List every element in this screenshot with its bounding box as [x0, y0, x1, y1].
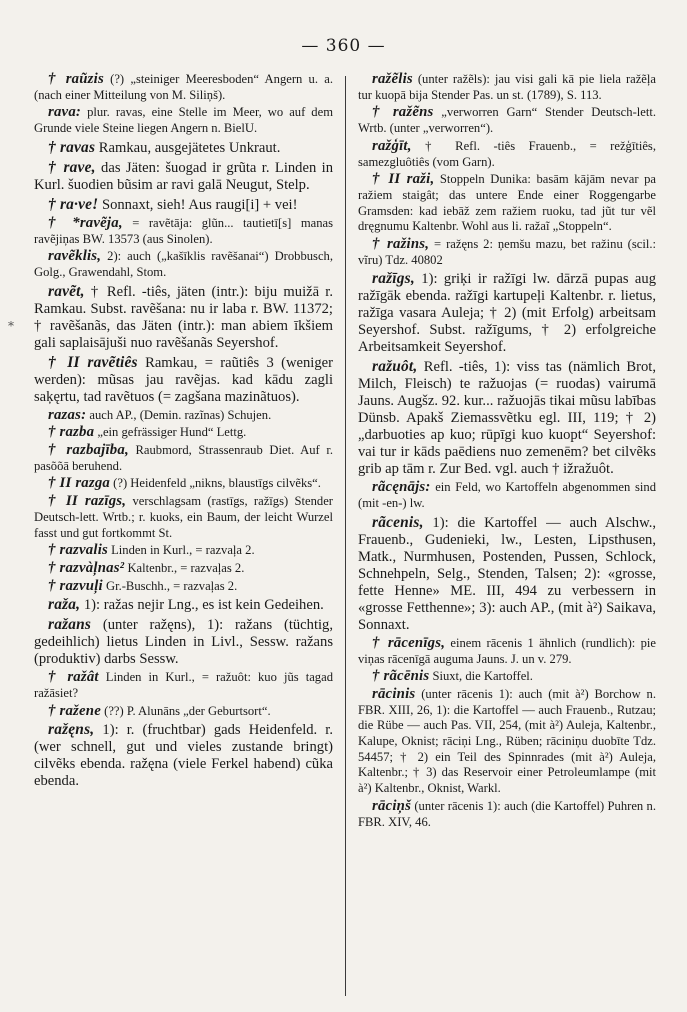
entry-body: 1): die Kartoffel — auch Alschw., Frauenb., Gudenieki, lw., Lesten, Lipsthusen, Matk., Nurmhusen, Postenden, Pussen, Schlock, Schnehpeln, Selg., Stenden, Talsen; 2): «grosse, fette Henne» ME. III, 494 zu verbessern in «grosse Fetthenne»; 3): auch AP., (mit à²) Saikava, Sonnaxt. [358, 514, 656, 633]
entry-body: verschlagsam (rastīgs, ražīgs) Stender Deutsch-lett. Wrtb.; r. kuoks, ein Baum, der leicht Wurzel fasst und gut fortkommt St. [34, 494, 333, 540]
entry-headword: † rave, [48, 158, 96, 176]
right-column [358, 72, 656, 992]
entry-headword: rãcęnājs: [372, 479, 431, 496]
entry-body: Linden in Kurl., = ražuôt: kuo jũs tagad ražāsiet? [34, 670, 333, 701]
entry-body: (unter ražęns), 1): ražans (tüchtig, gedeihlich) lietus Linden in Livl., Sessw. ražans (produktiv) darbs Sessw. [34, 617, 333, 668]
entry-body: (unter rācenis 1): auch (mit à²) Borchow n. FBR. XIII, 26, 1): die Kartoffel — auch Frauenb., Rutzau; die Rübe — auch Pas. VII, 254, (mit à²) Auleja, Kaltenbr., Kalupe, Oknist; rāciņi Lng., Rüben; rāciniņu duobīte Tdz. 54457; † 2) ein Teil des Spinnrades (mit à²) Auleja, Kaltenbr.; † 3) das Reservoir einer Petroleumlampe (mit à²) Kaltenbr., Oknist, Warkl. [358, 686, 656, 796]
dictionary-entry [34, 596, 333, 614]
entry-headword: ražģīt, [372, 137, 412, 154]
dictionary-entry [34, 408, 333, 424]
entry-headword: ražẽlis [372, 71, 413, 87]
entry-headword: rāciņš [372, 797, 412, 814]
entry-body: † Refl. -tiês Frauenb., = režģītiês, samezgluôtiês (vom Garn). [358, 138, 656, 169]
entry-body: plur. ravas, eine Stelle im Meer, wo auf dem Grunde viele Steine liegen Angern n. BielU. [34, 105, 333, 136]
dictionary-entry [358, 270, 656, 356]
entry-body: „ein gefrässiger Hund“ Lettg. [94, 425, 247, 440]
page-number: — 360 — [301, 36, 386, 56]
dictionary-entry [358, 669, 656, 685]
dictionary-entry [358, 172, 656, 235]
entry-headword: † II razga [48, 475, 111, 492]
entry-body: Raubmord, Strassenraub Diet. Auf r. pasõõā beruhend. [34, 443, 333, 473]
entry-body: = ravẽtāja: glũn... tautietī[s] manas ravẽjiņas BW. 13573 (aus Sinolen). [34, 215, 334, 246]
entry-headword: † ražins, [372, 236, 430, 253]
entry-body: Linden in Kurl., = razvaļa 2. [107, 543, 255, 558]
entry-headword: † II razīgs, [48, 493, 127, 510]
entry-body: ein Feld, wo Kartoffeln abgenommen sind (mit -en-) lw. [358, 480, 656, 511]
entry-body: (??) P. Alunāns „der Geburtsort“. [100, 703, 271, 718]
dictionary-entry [358, 687, 656, 797]
dictionary-entry [34, 443, 333, 474]
entry-body: † Refl. -tiês, jäten (intr.): biju muižā r. Ramkau. Subst. ravẽšana: nu ir laba r. BW. 11372; † ravẽšanãs, das Jäten (intr.): man abiem īkšiem gali saplaisājuši nuo ravẽšanãs Seyershof. [34, 283, 333, 351]
entry-body: Siuxt, die Kartoffel. [429, 669, 533, 684]
dictionary-entry [34, 159, 333, 194]
entry-headword: † razba [48, 424, 95, 441]
dictionary-entry [34, 670, 333, 701]
dictionary-entry [34, 704, 333, 720]
dictionary-entry [34, 216, 333, 247]
dictionary-entry [358, 105, 656, 136]
entry-body: 1): ražas nejir Lng., es ist kein Gedeihen. [80, 597, 324, 614]
entry-body: (?) „steiniger Meeresboden“ Angern u. a. (nach einer Mitteilung von M. Siliņš). [34, 72, 333, 102]
entry-body: Gr.-Buschh., = razvaļas 2. [102, 578, 238, 593]
scan-speck: * [8, 319, 14, 333]
entry-body: 2): auch („kašīklis ravẽšanai“) Drobbusch, Golg., Grawendahl, Stom. [34, 249, 333, 279]
entry-headword: † razvuļi [48, 577, 103, 594]
dictionary-entry [34, 616, 333, 668]
entry-headword: ražans [48, 616, 92, 634]
entry-body: „verworren Garn“ Stender Deutsch-lett. Wrtb. (unter „verworren“). [358, 105, 656, 136]
dictionary-entry [358, 72, 656, 103]
entry-headword: ravẽklis, [48, 248, 102, 265]
entry-headword: † razvàļnas² [48, 559, 125, 576]
entry-body: auch AP., (Demin. razĩnas) Schujen. [86, 407, 272, 422]
entry-body: 1): griķi ir ražīgi lw. dārzā pupas aug ražīgāk ebenda. ražīgi kartupeļi Kaltenbr. r. lietus, ražīga vasara Auleja; † 2) (mit Erfolg) arbeitsam Seyershof. Subst. ražīgums, † 2) erfolgreiche Arbeitsamkeit Seyershof. [358, 271, 656, 356]
dictionary-entry [34, 543, 333, 559]
entry-body: 1): r. (fruchtbar) gads Heidenfeld. r. (wer schnell, gut und vieles zustande bringt) cilvẽks ebenda. ražęna (viele Ferkel habend) cũka ebenda. [34, 722, 333, 790]
dictionary-entry [358, 480, 656, 511]
entry-headword: rãcenis, [372, 513, 424, 531]
dictionary-entry [34, 139, 333, 157]
dictionary-entry [358, 514, 656, 634]
dictionary-entry [34, 494, 333, 541]
dictionary-entry [34, 72, 333, 103]
entry-headword: † ražene [48, 702, 101, 719]
entry-headword: † razvalis [48, 542, 108, 559]
dictionary-entry [34, 561, 333, 577]
entry-headword: raža, [48, 596, 81, 614]
entry-body: (unter rācenis 1): auch (die Kartoffel) Puhren n. FBR. XIV, 46. [358, 798, 656, 829]
dictionary-entry [34, 249, 333, 280]
entry-headword: † rãcēnis [372, 668, 430, 685]
entry-headword: ravẽt, [48, 282, 85, 300]
dictionary-entry [34, 721, 333, 790]
entry-headword: razas: [48, 406, 87, 423]
entry-body: Ramkau, = raũtiês 3 (weniger werden): mũsas jau ravẽjas. kad kādu zagli saķęrtu, tad ravẽtuos (= zagšana mazinãtuos). [34, 354, 333, 405]
dictionary-entry [34, 425, 333, 441]
entry-body: (?) Heidenfeld „nikns, blaustīgs cilvẽks“. [110, 476, 321, 491]
entry-headword: † raũzis [48, 71, 104, 87]
entry-headword: † ra·ve! [48, 195, 99, 213]
dictionary-entry [34, 283, 333, 352]
entry-headword: ražuôt, [372, 358, 418, 376]
entry-body: Stoppeln Dunika: basām kājām nevar pa ražiem staigât; das untere Ende einer Roggengarbe Gramsden: kad iebāž zem ražiem ruoku, tad jũt tur vẽl dręgnumu Kaltenbr. Wohl aus li. ražaĩ „Stoppeln“. [358, 172, 656, 234]
entry-headword: † II ravẽtiês [48, 353, 138, 371]
dictionary-entry [358, 799, 656, 830]
entry-body: Ramkau, ausgejätetes Unkraut. [95, 139, 281, 156]
entry-headword: † ražẽns [372, 104, 434, 121]
entry-headword: † rācenīgs, [372, 634, 446, 651]
dictionary-entry [358, 636, 656, 667]
entry-headword: † razbajība, [48, 442, 129, 459]
dictionary-entry [34, 105, 333, 136]
column-divider [345, 76, 346, 996]
entry-headword: † ražât [48, 669, 99, 686]
entry-body: = ražęns 2: ņemšu mazu, bet ražinu (scil.: vĩru) Tdz. 40802 [358, 237, 656, 267]
entry-body: das Jäten: šuogad ir grũta r. Linden in Kurl. šuodien bũsim ar ravi galā Neugut, Stelp. [34, 159, 333, 193]
dictionary-entry [34, 476, 333, 492]
entry-body: Refl. -tiês, 1): viss tas (nämlich Brot, Milch, Fleisch) te ražuojas (= ruodas) vairumā Jauns. Augšz. 92. kur... ražuojās tikai mũsu labības Dünsb. Apakš Ziemassvẽtku egl. III, 119; † 2) „darbuoties ap kuo; rūpīgi kuo kuopt“ Seyershof: vai tur ir kāds paēdiens nuo zemenēm? bet cilvẽks grib ap tām r. Zur Bed. vgl. auch † ižražuôt. [358, 359, 656, 478]
entry-headword: † II raži, [372, 171, 435, 188]
dictionary-entry [34, 354, 333, 406]
entry-headword: † *ravẽja, [48, 214, 123, 231]
entry-body: Kaltenbr., = razvaļas 2. [124, 560, 245, 575]
entry-headword: ražīgs, [372, 270, 415, 288]
dictionary-entry [34, 196, 333, 214]
entry-headword: rava: [48, 104, 82, 121]
entry-body: Sonnaxt, sieh! Aus raugi[i] + vei! [98, 196, 298, 213]
entry-headword: ražęns, [48, 721, 95, 739]
dictionary-entry [358, 139, 656, 170]
entry-body: einem rācenis 1 ähnlich (rundlich): pie viņas rācenīgā auguma Jauns. J. un v. 279. [358, 635, 656, 666]
entry-headword: rācinis [372, 685, 416, 702]
dictionary-entry [358, 358, 656, 478]
entry-body: (unter ražẽls): jau visi gali kā pie liela ražẽļa tur kuopā bija Stender Pas. un st. (1789), S. 113. [358, 72, 656, 102]
entry-headword: † ravas [48, 138, 96, 156]
dictionary-entry [358, 237, 656, 268]
dictionary-entry [34, 579, 333, 595]
left-column [34, 72, 333, 992]
